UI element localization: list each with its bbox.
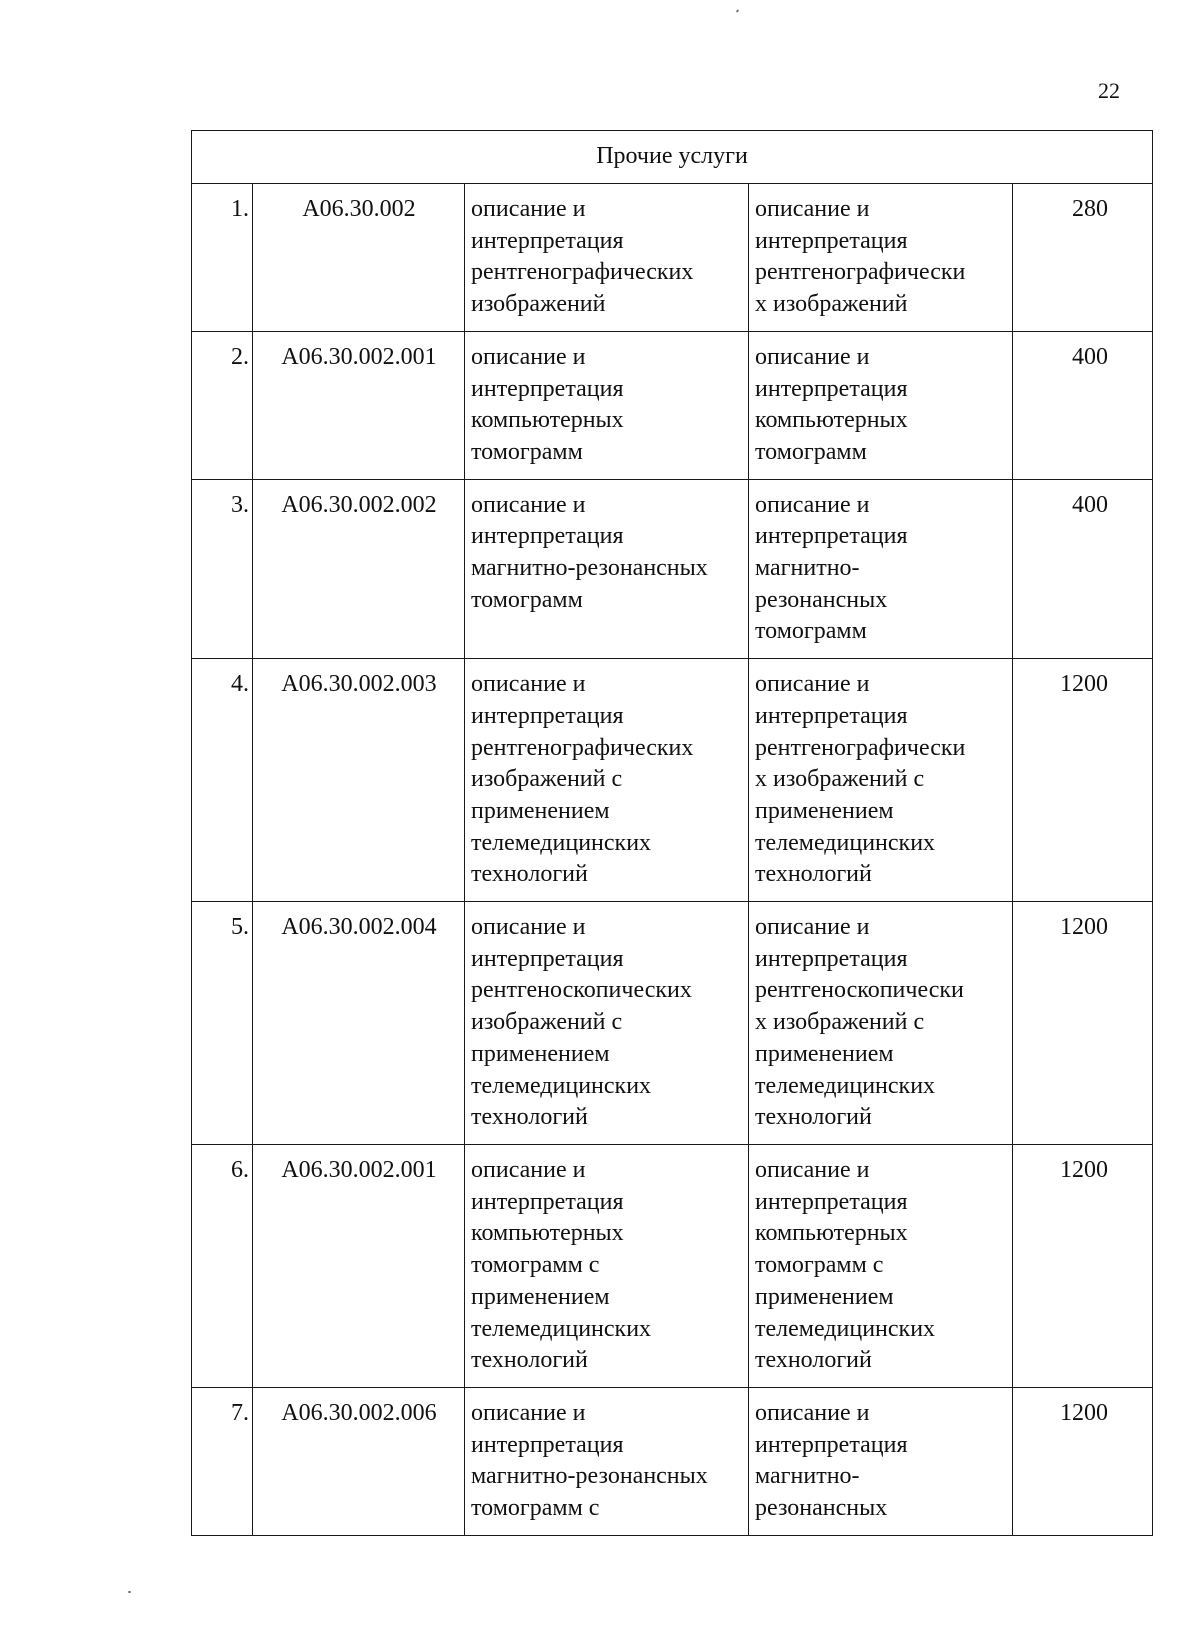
service-name-line: описание и xyxy=(471,343,586,370)
service-description-line: томограмм xyxy=(755,618,867,645)
service-description-line: рентгеноскопически xyxy=(755,977,964,1004)
service-description-line: рентгенографически xyxy=(755,734,966,761)
service-code: A06.30.002.006 xyxy=(253,1387,465,1535)
row-number: 3. xyxy=(192,479,253,659)
service-description xyxy=(749,902,1013,1145)
service-price: 1200 xyxy=(1013,1387,1153,1535)
service-name xyxy=(465,331,749,479)
service-name-line: магнитно-резонансных xyxy=(471,1463,708,1490)
service-description-line: рентгенографически xyxy=(755,259,966,286)
service-name-line: телемедицинских xyxy=(471,1072,652,1099)
service-name-line: рентгенографических xyxy=(471,259,694,286)
section-title: Прочие услуги xyxy=(192,131,1153,184)
service-name-line: описание и xyxy=(471,491,586,518)
service-description xyxy=(749,479,1013,659)
service-name-line: телемедицинских xyxy=(471,1315,652,1342)
service-description xyxy=(749,1144,1013,1387)
service-description-line: компьютерных xyxy=(755,1220,908,1247)
service-description-line: описание и xyxy=(755,196,870,222)
service-description xyxy=(749,659,1013,902)
service-name-line: интерпретация xyxy=(471,945,624,972)
service-description-line: х изображений с xyxy=(755,766,925,793)
service-name xyxy=(465,184,749,332)
scan-speck xyxy=(128,1591,131,1593)
service-name-line: описание и xyxy=(471,196,586,222)
service-description xyxy=(749,1387,1013,1535)
row-number: 5. xyxy=(192,902,253,1145)
service-description-line: томограмм xyxy=(755,438,867,465)
service-price: 1200 xyxy=(1013,902,1153,1145)
service-price: 400 xyxy=(1013,331,1153,479)
service-name-line: изображений с xyxy=(471,1009,623,1036)
service-description-line: описание и xyxy=(755,914,870,941)
service-name-line: применением xyxy=(471,1040,610,1067)
service-description-line: резонансных xyxy=(755,1495,888,1522)
service-name-line: интерпретация xyxy=(471,523,624,550)
service-description-line: томограмм с xyxy=(755,1252,884,1279)
service-description-line: телемедицинских xyxy=(755,1072,936,1099)
table-body xyxy=(192,131,1153,1536)
section-header-row xyxy=(192,131,1153,184)
service-name xyxy=(465,479,749,659)
service-name-line: описание и xyxy=(471,1156,586,1183)
service-description-line: интерпретация xyxy=(755,945,908,972)
table-row xyxy=(192,902,1153,1145)
service-description-line: описание и xyxy=(755,491,870,518)
service-description-line: применением xyxy=(755,797,894,824)
page-number: 22 xyxy=(1098,78,1120,103)
service-name-line: описание и xyxy=(471,914,586,941)
service-name xyxy=(465,902,749,1145)
service-name-line: томограмм xyxy=(471,438,583,465)
service-price: 1200 xyxy=(1013,1144,1153,1387)
service-code: A06.30.002.001 xyxy=(253,1144,465,1387)
service-description-line: телемедицинских xyxy=(755,829,936,856)
service-description-line: применением xyxy=(755,1283,894,1310)
service-name-line: интерпретация xyxy=(471,227,624,254)
service-description-line: описание и xyxy=(755,1399,870,1426)
service-description-line: интерпретация xyxy=(755,702,908,729)
service-code: A06.30.002.004 xyxy=(253,902,465,1145)
service-name-line: рентгеноскопических xyxy=(471,977,692,1004)
table-row xyxy=(192,659,1153,902)
service-name-line: технологий xyxy=(471,1347,588,1374)
service-description-line: применением xyxy=(755,1040,894,1067)
service-description-line: магнитно- xyxy=(755,1463,860,1490)
table-row xyxy=(192,479,1153,659)
services-table xyxy=(191,130,1153,1536)
service-description-line: х изображений xyxy=(755,291,908,318)
service-name-line: интерпретация xyxy=(471,1188,624,1215)
table-row xyxy=(192,1387,1153,1535)
service-code: A06.30.002.002 xyxy=(253,479,465,659)
service-description-line: технологий xyxy=(755,861,872,888)
service-name-line: технологий xyxy=(471,861,588,888)
service-name-line: магнитно-резонансных xyxy=(471,555,708,582)
service-price: 280 xyxy=(1013,184,1153,332)
service-name-line: томограмм с xyxy=(471,1252,600,1279)
row-number: 7. xyxy=(192,1387,253,1535)
service-name-line: описание и xyxy=(471,671,586,698)
service-description-line: резонансных xyxy=(755,586,888,613)
service-description-line: интерпретация xyxy=(755,1188,908,1215)
service-code: A06.30.002.001 xyxy=(253,331,465,479)
service-name-line: описание и xyxy=(471,1399,586,1426)
service-name-line: компьютерных xyxy=(471,407,624,434)
service-name-line: интерпретация xyxy=(471,702,624,729)
service-description-line: х изображений с xyxy=(755,1009,925,1036)
service-description-line: технологий xyxy=(755,1347,872,1374)
service-name-line: томограмм с xyxy=(471,1495,600,1522)
row-number: 4. xyxy=(192,659,253,902)
service-description-line: описание и xyxy=(755,343,870,370)
service-description-line: телемедицинских xyxy=(755,1315,936,1342)
table-row xyxy=(192,1144,1153,1387)
service-name-line: телемедицинских xyxy=(471,829,652,856)
service-description-line: магнитно- xyxy=(755,555,860,582)
service-name-line: рентгенографических xyxy=(471,734,694,761)
row-number: 2. xyxy=(192,331,253,479)
service-name xyxy=(465,1144,749,1387)
service-name-line: технологий xyxy=(471,1104,588,1131)
row-number: 6. xyxy=(192,1144,253,1387)
service-description-line: компьютерных xyxy=(755,407,908,434)
service-description-line: интерпретация xyxy=(755,375,908,402)
service-name-line: интерпретация xyxy=(471,1431,624,1458)
service-description-line: описание и xyxy=(755,671,870,698)
service-description-line: описание и xyxy=(755,1156,870,1183)
table-row xyxy=(192,184,1153,332)
service-description-line: интерпретация xyxy=(755,523,908,550)
service-description-line: интерпретация xyxy=(755,227,908,254)
service-name-line: применением xyxy=(471,1283,610,1310)
service-name xyxy=(465,1387,749,1535)
service-description xyxy=(749,184,1013,332)
service-name-line: компьютерных xyxy=(471,1220,624,1247)
service-name xyxy=(465,659,749,902)
service-description xyxy=(749,331,1013,479)
service-price: 400 xyxy=(1013,479,1153,659)
scan-speck xyxy=(736,9,739,13)
service-code: A06.30.002 xyxy=(253,184,465,332)
table-row xyxy=(192,331,1153,479)
service-name-line: томограмм xyxy=(471,586,583,613)
service-name-line: применением xyxy=(471,797,610,824)
service-name-line: изображений с xyxy=(471,766,623,793)
service-description-line: интерпретация xyxy=(755,1431,908,1458)
service-code: A06.30.002.003 xyxy=(253,659,465,902)
service-name-line: интерпретация xyxy=(471,375,624,402)
service-description-line: технологий xyxy=(755,1104,872,1131)
service-name-line: изображений xyxy=(471,291,606,318)
row-number: 1. xyxy=(192,184,253,332)
service-price: 1200 xyxy=(1013,659,1153,902)
